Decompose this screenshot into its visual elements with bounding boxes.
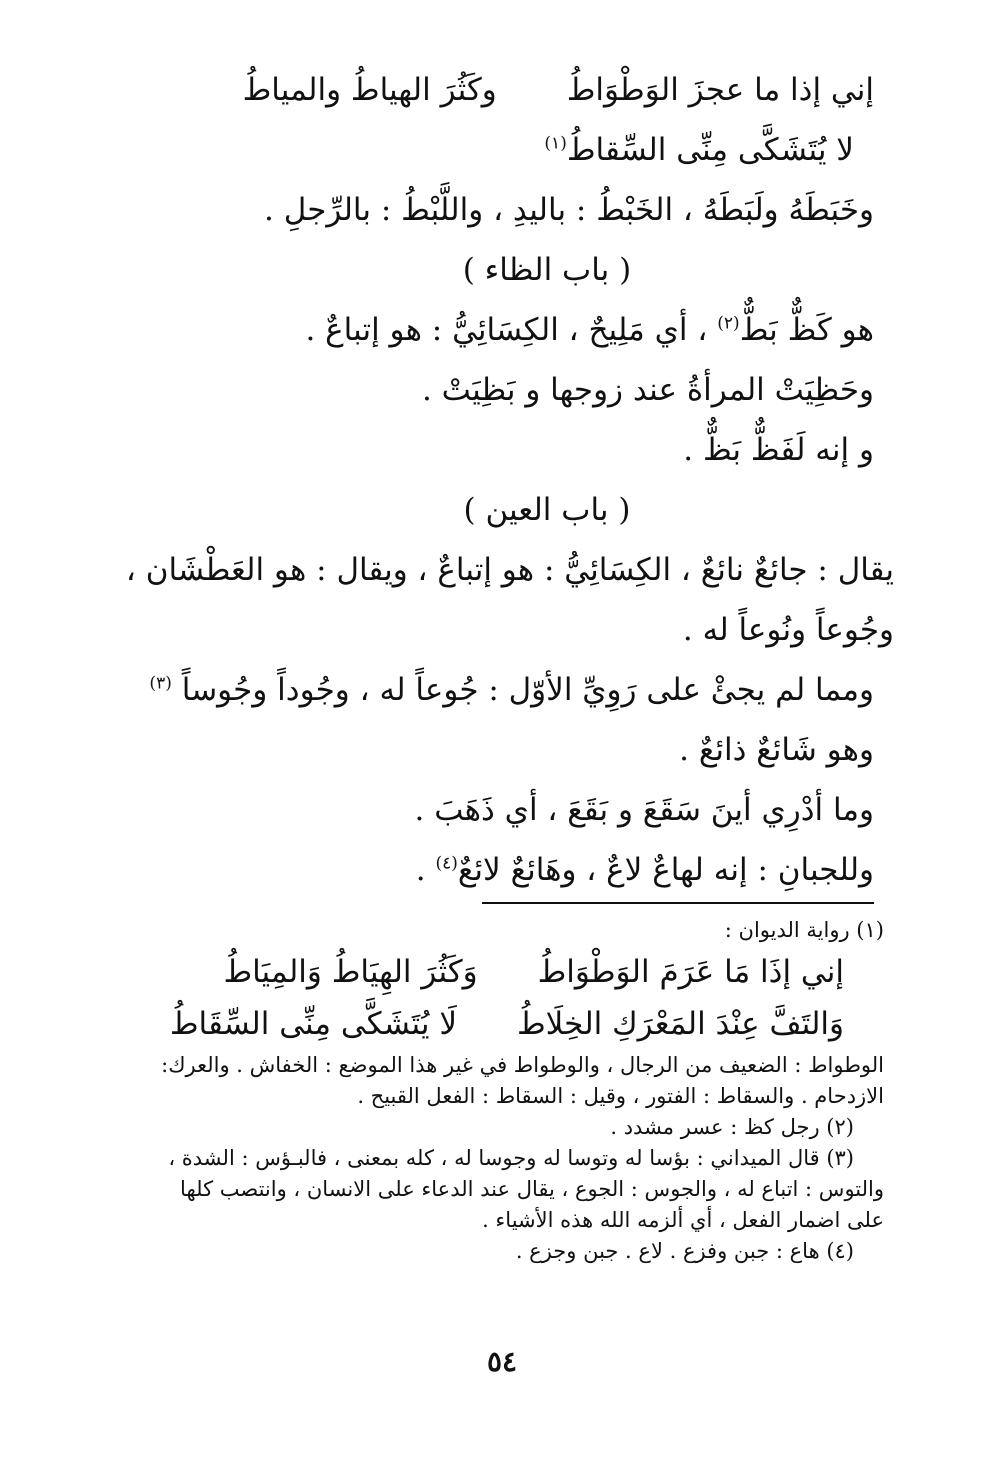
paragraph-khabata: وخَبَطَهُ ولَبَطَهُ ، الخَبْطُ : باليدِ ، واللَّبْطُ : بالرِّجلِ . <box>264 192 874 228</box>
footnote-1-verse-2-right: وَالتَفَّ عِنْدَ المَعْرَكِ الخِلَاطُ <box>517 1006 844 1042</box>
footnote-2: (٢) رجل كظ : عسر مشدد . <box>610 1115 854 1139</box>
footnote-1-verse-2 <box>80 998 884 1050</box>
ayn-line-2: وجُوعاً ونُوعاً له . <box>682 612 894 648</box>
ayn-line-3-text: ومما لم يجئْ على رَوِيِّ الأوّل : جُوعاً له ، وجُوداً وجُوساً <box>181 672 874 708</box>
zha-line-2: وحَظِيَتْ المرأةُ عند زوجها و بَظِيَتْ . <box>421 372 874 408</box>
footnote-ref-1[interactable]: (١) <box>544 133 567 154</box>
footnote-4: (٤) هاع : جبن وفزع . لاع . جبن وجزع . <box>515 1239 854 1263</box>
ayn-line-6 <box>110 840 874 900</box>
footnote-3-line-3: على اضمار الفعل ، أي ألزمه الله هذه الأشياء . <box>482 1208 884 1232</box>
verse-1-hemistich-right: إني إذا ما عجزَ الوَطْوَاطُ <box>566 72 874 108</box>
footnote-ref-3[interactable]: (٣) <box>149 673 172 694</box>
zha-line-1-start: هو كَظٌّ بَطٌّ <box>739 312 874 348</box>
verse-2-text: لا يُتَشَكَّى مِنِّى السِّقاطُ <box>566 132 854 168</box>
section-heading-zha: ( باب الظاء ) <box>462 252 632 288</box>
ayn-line-6-text: وللجبانِ : إنه لهاعٌ لاعٌ ، وهَائعٌ لائعٌ <box>457 852 874 888</box>
footnote-1-verse-1 <box>80 946 884 998</box>
zha-line-3: و إنه لَفَظٌّ بَظٌّ . <box>683 432 874 468</box>
ayn-line-4: وهو شَائعٌ ذائعٌ . <box>679 732 874 768</box>
section-heading-ayn: ( باب العين ) <box>463 492 631 528</box>
footnote-1-verse-2-left: لَا يُتَشَكَّى مِنِّى السِّقَاطُ <box>169 1006 458 1042</box>
footnote-1-verse-1-left: وَكَثُرَ الهِيَاطُ وَالمِيَاطُ <box>223 954 478 990</box>
footnote-1-verse-1-right: إني إذَا مَا عَرَمَ الوَطْوَاطُ <box>537 954 844 990</box>
verse-1-hemistich-left: وكَثُرَ الهياطُ والمياطُ <box>242 72 497 108</box>
verse-line-1 <box>110 60 874 120</box>
footnote-3-line-1: (٣) قال الميداني : بؤسا له وتوسا له وجوسا له ، كله بمعنى ، فالبـؤس : الشدة ، <box>168 1146 854 1170</box>
footnote-1-line-1: الوطواط : الضعيف من الرجال ، والوطواط في غير هذا الموضع : الخفاش . والعرك: <box>161 1053 884 1077</box>
zha-line-1-end: ، أي مَلِيحٌ ، الكِسَائِيُّ : هو إتباعٌ . <box>305 312 708 348</box>
ayn-line-3 <box>110 660 874 720</box>
footnotes <box>80 915 884 1267</box>
ayn-line-5: وما أدْرِي أينَ سَقَعَ و بَقَعَ ، أي ذَهَبَ . <box>414 792 874 828</box>
page-number: ٥٤ <box>486 1345 518 1378</box>
footnote-ref-2[interactable]: (٢) <box>717 313 740 334</box>
footnote-ref-4[interactable]: (٤) <box>435 853 458 874</box>
footnote-3-line-2: والتوس : اتباع له ، والجوس : الجوع ، يقال عند الدعاء على الانسان ، وانتصب كلها <box>180 1177 884 1201</box>
verse-line-2 <box>110 120 874 180</box>
main-text <box>110 60 894 900</box>
ayn-line-1: يقال : جائعٌ نائعٌ ، الكِسَائِيُّ : هو إتباعٌ ، ويقال : هو العَطْشَان ، <box>125 552 894 588</box>
footnote-separator <box>482 902 874 904</box>
zha-line-1 <box>110 300 874 360</box>
footnote-1-line-2: الازدحام . والسقاط : الفتور ، وقيل : السقاط : الفعل القبيح . <box>357 1084 884 1108</box>
ayn-line-6-period: . <box>415 852 426 888</box>
footnote-1-title: (١) رواية الديوان : <box>724 918 884 942</box>
